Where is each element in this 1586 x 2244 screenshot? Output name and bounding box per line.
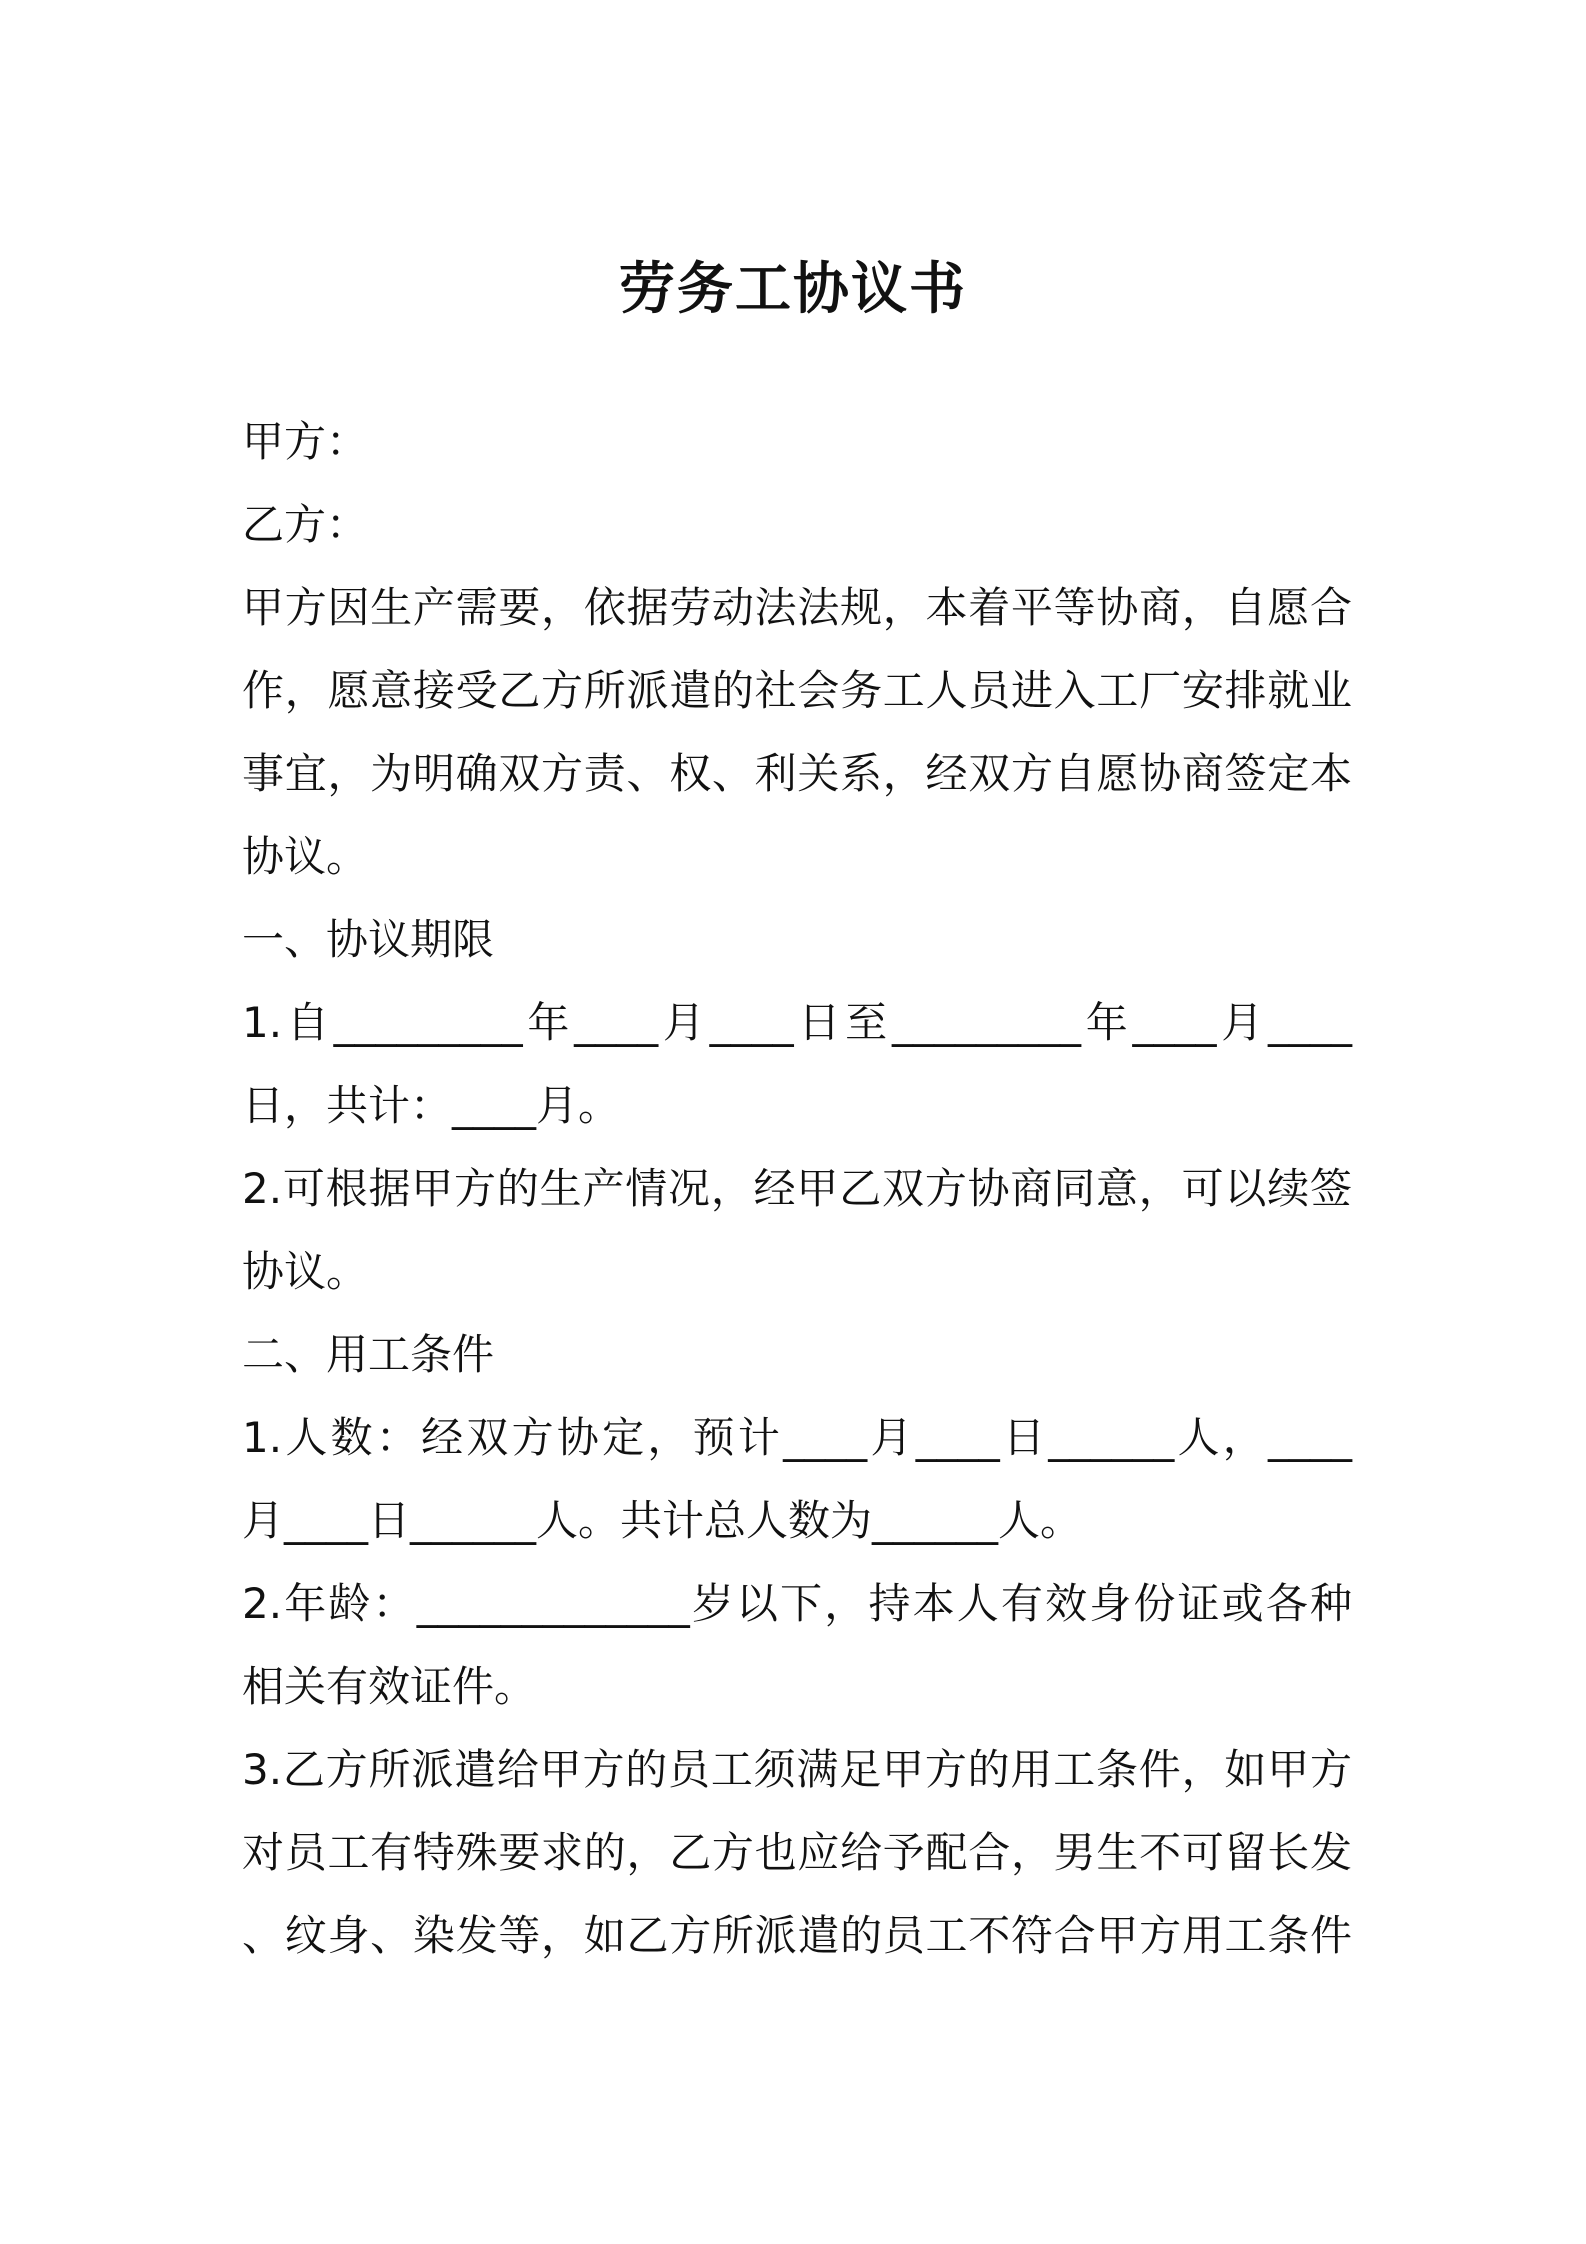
paragraph-line: 对员工有特殊要求的，乙方也应给予配合，男生不可留长发 bbox=[242, 1828, 1352, 1877]
paragraph-line: 、纹身、染发等，如乙方所派遣的员工不符合甲方用工条件 bbox=[242, 1911, 1352, 1960]
paragraph-line: 1.自_________年____月____日至_________年____月____ bbox=[242, 998, 1352, 1047]
paragraph-line: 月____日______人。共计总人数为______人。 bbox=[242, 1496, 1083, 1545]
document-title: 劳务工协议书 bbox=[619, 257, 967, 322]
paragraph-line: 1.人数：经双方协定，预计____月____日______人，____ bbox=[242, 1413, 1352, 1462]
paragraph-line: 日，共计：____月。 bbox=[242, 1081, 621, 1130]
section-heading: 一、协议期限 bbox=[242, 915, 495, 964]
paragraph-line: 相关有效证件。 bbox=[242, 1662, 537, 1711]
paragraph-line: 2.可根据甲方的生产情况，经甲乙双方协商同意，可以续签 bbox=[242, 1164, 1352, 1213]
paragraph-line: 作，愿意接受乙方所派遣的社会务工人员进入工厂安排就业 bbox=[242, 666, 1352, 715]
paragraph-line: 2.年龄：_____________岁以下，持本人有效身份证或各种 bbox=[242, 1579, 1352, 1628]
party-b-line: 乙方： bbox=[242, 500, 369, 549]
paragraph-line: 事宜，为明确双方责、权、利关系，经双方自愿协商签定本 bbox=[242, 749, 1352, 798]
party-a-line: 甲方： bbox=[242, 417, 369, 466]
paragraph-line: 3.乙方所派遣给甲方的员工须满足甲方的用工条件，如甲方 bbox=[242, 1745, 1352, 1794]
paragraph-line: 协议。 bbox=[242, 1247, 369, 1296]
paragraph-line: 协议。 bbox=[242, 832, 369, 881]
paragraph-line: 甲方因生产需要，依据劳动法法规，本着平等协商，自愿合 bbox=[242, 583, 1352, 632]
section-heading: 二、用工条件 bbox=[242, 1330, 495, 1379]
document-body bbox=[242, 400, 1352, 1977]
